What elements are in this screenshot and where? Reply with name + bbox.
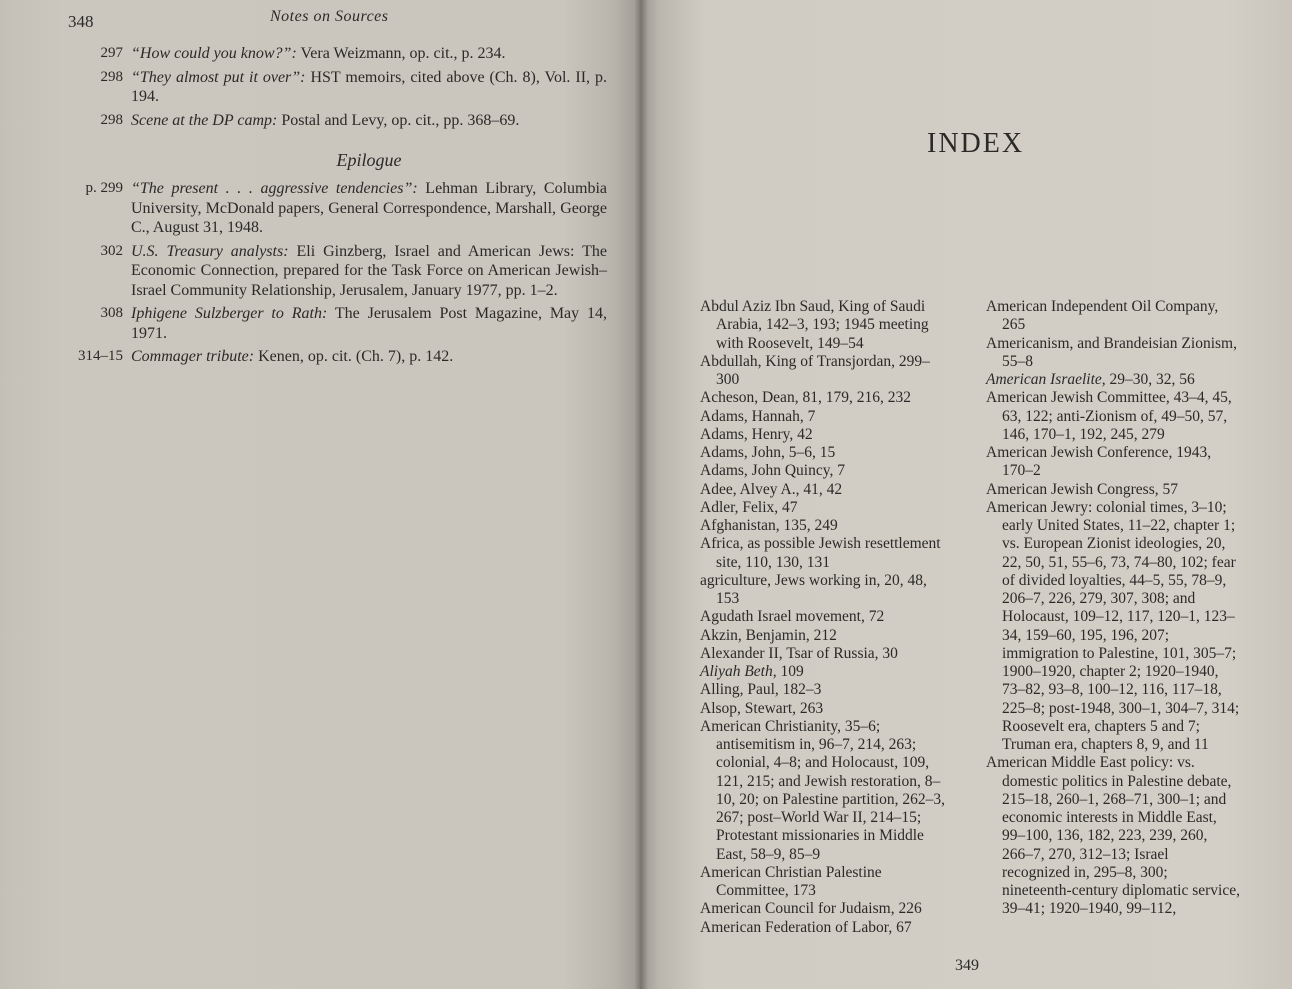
index-entry-heading: American Jewish Conference, 1943, 170–2 [986,444,1212,480]
note-entry [85,179,608,238]
index-entry-heading: Adams, Hannah, 7 [700,407,816,425]
note-page-ref: 298 [100,68,123,85]
index-entry-heading: American Jewry: colonial times, 3–10; early United States, 11–22, chapter 1; vs. European Zionist ideologies, 20, 22, 50, 51, 55–6, 73, 74–80, 102; fear of divided loyalties, 44–5, 55, 78–9, 206–7, 226, 279, 307, 308; and Holocaust, 109–12, 117, 120–1, 123–34, 159–60, 195, 196, 207; immigration to Palestine, 101, 305–7; 1900–1920, chapter 2; 1920–1940, 73–82, 93–8, 100–12, 116, 117–18, 225–8; post-1948, 300–1, 304–7, 314; Roosevelt era, chapters 5 and 7; Truman era, chapters 8, 9, and 11 [986,498,1240,753]
index-entry-heading: Alsop, Stewart, 263 [700,699,824,717]
index-entry-heading: Acheson, Dean, 81, 179, 216, 232 [700,389,911,407]
index-entry [700,408,952,426]
index-entry-heading: American Christian Palestine Committee, 173 [700,863,882,899]
note-lead: “They almost put it over”: [131,68,306,86]
index-entry [700,572,952,609]
index-entry-heading: American Jewish Committee, 43–4, 45, 63, 122; anti-Zionism of, 49–50, 57, 146, 170–1, 192, 245, 279 [986,389,1232,443]
index-entry-heading: Aliyah Beth, [700,663,777,680]
note-entry [100,304,608,343]
note-lead: “How could you know?”: [131,45,297,62]
index-entry [700,864,952,901]
index-entry [700,481,952,499]
index-entry [700,517,952,535]
index-column-1 [700,298,952,937]
index-entry [700,681,952,699]
index-entry-heading: Akzin, Benjamin, 212 [700,626,837,644]
note-text: The Jerusalem Post Magazine, May 14, 1971. [131,305,608,342]
index-entry [700,298,952,353]
note-lead: Commager tribute: [131,348,255,365]
index-entry-heading: Adams, Henry, 42 [700,425,813,443]
index-entry [700,462,952,480]
note-text: Eli Ginzberg, Israel and American Jews: The Economic Connection, prepared for the Task Force on American Jewish–Israel Community Relationship, Jerusalem, January 1977, pp. 1–2. [131,242,608,299]
index-entry-heading: American Christianity, 35–6; antisemitism in, 96–7, 214, 263; colonial, 4–8; and Holocaust, 109, 121, 215; and Jewish restoration, 8–10, 20; on Palestine partition, 262–3, 267; post–World War II, 214–15; Protestant missionaries in Middle East, 58–9, 85–9 [700,717,946,863]
index-column-2 [986,298,1240,919]
index-title: INDEX [927,128,1025,159]
note-page-ref: 297 [100,45,123,61]
notes-list [0,44,640,371]
note-page-ref: 298 [100,111,123,128]
index-entry-heading: Africa, as possible Jewish resettlement site, 110, 130, 131 [700,535,941,571]
index-entry [986,298,1240,335]
note-entry [78,347,607,367]
index-entry [700,444,952,462]
index-entry-heading: Alling, Paul, 182–3 [700,681,822,699]
index-entry [700,499,952,517]
index-entry-heading: Abdul Aziz Ibn Saud, King of Saudi Arabia, 142–3, 193; 1945 meeting with Roosevelt, 149–54 [700,298,929,352]
index-entry-pages: 29–30, 32, 56 [1105,371,1195,388]
note-page-ref: 302 [100,242,123,259]
note-lead: Scene at the DP camp: [131,111,278,129]
index-entry-pages: 109 [776,663,804,680]
note-page-ref: p. 299 [85,180,123,196]
index-entry [700,353,952,390]
index-entry-heading: agriculture, Jews working in, 20, 48, 153 [700,571,927,607]
note-text: HST memoirs, cited above (Ch. 8), Vol. II, p. 194. [131,68,608,105]
index-entry-heading: American Middle East policy: vs. domestic politics in Palestine debate, 215–18, 260–1, 268–71, 300–1; and economic interests in Middle East, 99–100, 136, 182, 223, 239, 260, 266–7, 270, 312–13; Israel recognized in, 295–8, 300; nineteenth-century diplomatic service, 39–41; 1920–1940, 99–112, [986,754,1241,918]
note-text: Postal and Levy, op. cit., pp. 368–69. [277,111,520,129]
index-entry [700,608,952,626]
index-entry [700,627,952,645]
index-entry-heading: American Jewish Congress, 57 [986,480,1178,498]
note-entry [100,111,607,131]
note-entry [100,68,608,107]
note-lead: “The present . . . aggressive tendencies”: [131,180,418,197]
index-entry-heading: American Israelite, [986,371,1106,388]
index-entry-heading: Afghanistan, 135, 249 [700,517,838,534]
note-lead: Iphigene Sulzberger to Rath: [131,305,328,322]
section-title-epilogue: Epilogue [336,150,402,170]
index-entry [700,700,952,718]
index-entry-heading: Adams, John, 5–6, 15 [700,444,836,461]
index-entry [700,663,952,681]
index-entry-heading: Adler, Felix, 47 [700,498,798,516]
index-entry [986,389,1240,444]
index-entry-heading: Agudath Israel movement, 72 [700,608,885,626]
index-entry [700,426,952,444]
index-entry [986,444,1240,481]
index-entry [700,919,952,937]
index-entry [986,499,1240,755]
running-head: Notes on Sources [270,8,389,25]
left-page-number: 348 [68,12,94,31]
index-entry [700,389,952,407]
index-entry [986,754,1240,918]
note-lead: U.S. Treasury analysts: [131,242,289,260]
index-entry-heading: Adams, John Quincy, 7 [700,462,845,480]
right-page-number: 349 [955,957,979,974]
note-entry [100,44,607,64]
index-entry [700,645,952,663]
note-text: Kenen, op. cit. (Ch. 7), p. 142. [254,348,454,365]
note-text: Vera Weizmann, op. cit., p. 234. [296,45,506,62]
index-entry [700,900,952,918]
index-entry-heading: American Independent Oil Company, 265 [986,298,1219,334]
index-entry [986,371,1240,389]
note-text: Lehman Library, Columbia University, McDonald papers, General Correspondence, Marshall, George C., August 31, 1948. [131,180,608,236]
index-entry-heading: American Council for Judaism, 226 [700,900,922,918]
note-entry [100,242,608,301]
index-entry [700,535,952,572]
index-entry-heading: Americanism, and Brandeisian Zionism, 55–8 [986,334,1237,370]
index-entry [700,718,952,864]
index-entry-heading: American Federation of Labor, 67 [700,918,912,936]
index-entry-heading: Alexander II, Tsar of Russia, 30 [700,644,898,662]
index-entry [986,335,1240,372]
note-page-ref: 314–15 [78,348,123,364]
note-page-ref: 308 [100,305,123,321]
index-entry [986,481,1240,499]
index-entry-heading: Abdullah, King of Transjordan, 299–300 [700,352,930,388]
index-entry-heading: Adee, Alvey A., 41, 42 [700,480,843,498]
